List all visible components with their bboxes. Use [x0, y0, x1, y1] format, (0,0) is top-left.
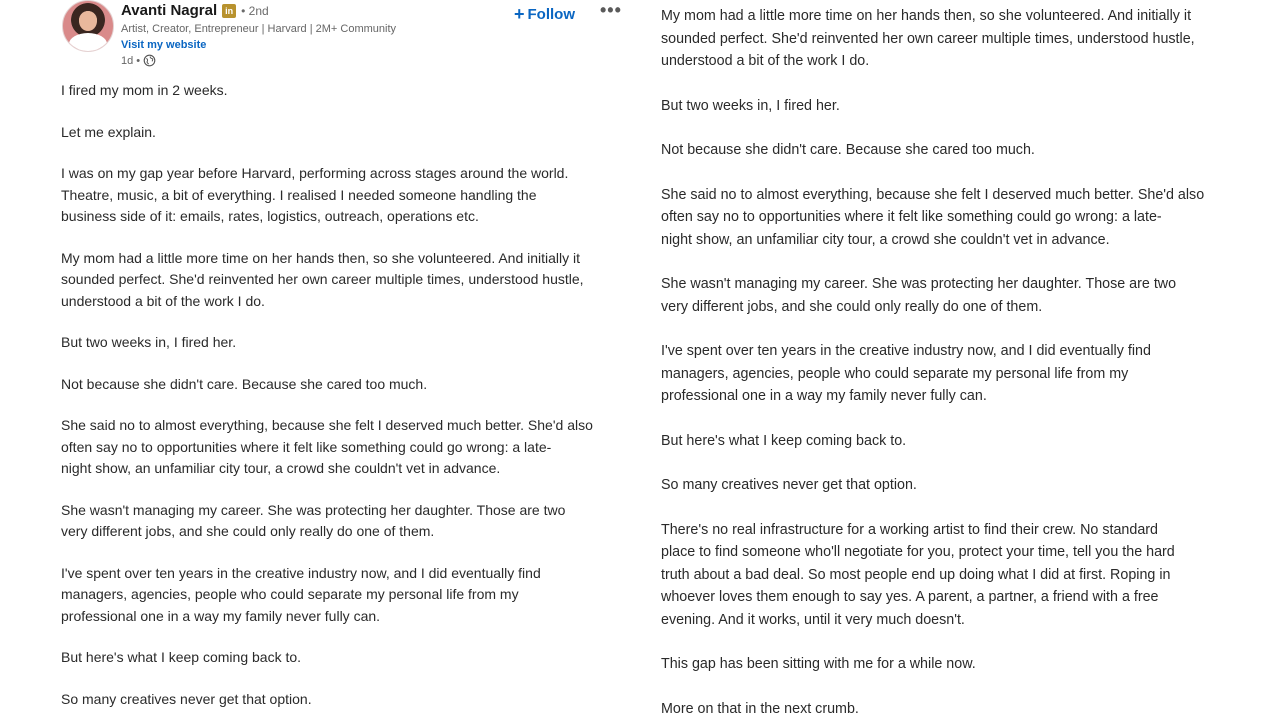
visit-website-link[interactable]: Visit my website [121, 39, 207, 51]
post-time-row [121, 54, 156, 67]
follow-button[interactable] [514, 4, 575, 25]
post-paragraph: I've spent over ten years in the creative industry now, and I did eventually find managers, agencies, people who could separate my personal life from my professional one in a way my family never fully can. [61, 564, 541, 624]
post-paragraph: She said no to almost everything, because she felt I deserved much better. She'd also often say no to opportunities where it felt like something could go wrong: a late- night show, an unfamiliar city tour, a crowd she couldn't vet in advance. [661, 186, 1205, 248]
globe-icon [143, 54, 156, 67]
post-paragraph: She said no to almost everything, because she felt I deserved much better. She'd also often say no to opportunities where it felt like something could go wrong: a late- night show, an unfamiliar city tour, a crowd she couldn't vet in advance. [61, 417, 593, 476]
post-paragraph: Let me explain. [61, 123, 156, 140]
author-name-row [121, 2, 269, 19]
linkedin-premium-icon: in [222, 4, 236, 18]
post-time: 1d • [121, 54, 141, 67]
plus-icon: + [514, 4, 525, 24]
connection-degree: • 2nd [241, 3, 269, 18]
post-body-left [61, 80, 626, 720]
post-header [62, 0, 622, 74]
follow-label: Follow [527, 6, 576, 23]
post-body-right [661, 5, 1261, 720]
post-paragraph: I've spent over ten years in the creative industry now, and I did eventually find managers, agencies, people who could separate my personal life from my professional one in a way my family never fully can. [661, 343, 1151, 404]
post-paragraph: But here's what I keep coming back to. [661, 432, 907, 449]
post-paragraph: She wasn't managing my career. She was protecting her daughter. Those are two very different jobs, and she could only really do one of them. [61, 501, 566, 539]
post-paragraph: More on that in the next crumb. [661, 700, 859, 717]
more-options-icon[interactable]: ••• [600, 0, 622, 20]
author-name[interactable]: Avanti Nagral [121, 2, 218, 19]
post-paragraph: I was on my gap year before Harvard, performing across stages around the world. Theatre, music, a bit of everything. I realised I needed someone handling the business side of it: emails, rates, logistics, outreach, operations etc. [61, 165, 569, 224]
author-headline: Artist, Creator, Entrepreneur | Harvard | 2M+ Community [121, 23, 397, 35]
post-paragraph: She wasn't managing my career. She was protecting her daughter. Those are two very different jobs, and she could only really do one of them. [661, 276, 1177, 315]
post-paragraph: So many creatives never get that option. [61, 690, 312, 707]
post-paragraph: Not because she didn't care. Because she cared too much. [661, 142, 1035, 158]
post-paragraph: My mom had a little more time on her hands then, so she volunteered. And initially it sounded perfect. She'd reinvented her own career multiple times, understood hustle, understood a bit of the work I do. [61, 249, 584, 309]
avatar[interactable] [62, 0, 114, 52]
post-paragraph: But two weeks in, I fired her. [61, 334, 237, 350]
avatar-face [79, 11, 97, 31]
post-paragraph: So many creatives never get that option. [661, 477, 917, 493]
post-paragraph: I fired my mom in 2 weeks. [61, 82, 228, 98]
post-paragraph: This gap has been sitting with me for a while now. [661, 656, 976, 672]
post-paragraph: There's no real infrastructure for a working artist to find their crew. No standard place to find someone who'll negotiate for you, protect your time, tell you the hard truth about a bad deal. So most people end up doing what I did at first. Roping in whoever loves them enough to say yes. A parent, a partner, a friend with a free evening. And it works, until it very much doesn't. [661, 521, 1175, 628]
post-paragraph: My mom had a little more time on her hands then, so she volunteered. And initially it sounded perfect. She'd reinvented her own career multiple times, understood hustle, understood a bit of the work I do. [661, 8, 1195, 69]
avatar-shoulders [69, 33, 107, 52]
post-paragraph: But two weeks in, I fired her. [661, 97, 840, 114]
post-paragraph: But here's what I keep coming back to. [61, 649, 302, 665]
post-paragraph: Not because she didn't care. Because she cared too much. [61, 375, 428, 392]
